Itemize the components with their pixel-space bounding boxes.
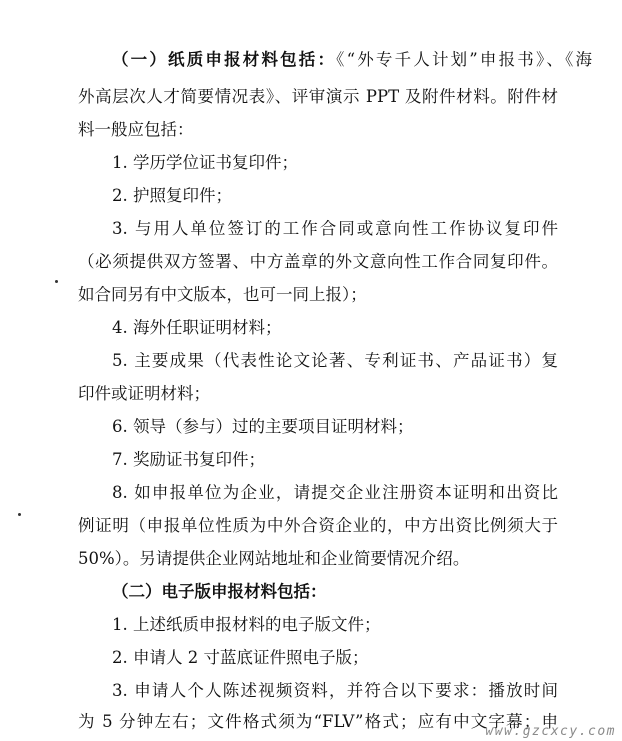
paper-item-5-line-1: 5. 主要成果（代表性论文论著、专利证书、产品证书）复 <box>112 351 558 370</box>
watermark-url: www.gzcxcy.com <box>485 724 616 739</box>
paper-item-2: 2. 护照复印件； <box>112 186 232 205</box>
paper-item-6: 6. 领导（参与）过的主要项目证明材料； <box>112 417 414 436</box>
section-1-line-1 <box>112 50 592 70</box>
paper-item-3-line-2: （必须提供双方签署、中方盖章的外文意向性工作合同复印件。 <box>78 252 558 271</box>
electronic-item-1: 1. 上述纸质申报材料的电子版文件； <box>112 615 381 634</box>
paper-item-3-line-3: 如合同另有中文版本，也可一同上报）； <box>78 285 367 304</box>
electronic-item-2: 2. 申请人 2 寸蓝底证件照电子版； <box>112 648 369 667</box>
paper-item-3-line-1: 3. 与用人单位签订的工作合同或意向性工作协议复印件 <box>112 219 558 238</box>
electronic-item-3-line-2: 为 5 分钟左右；文件格式须为“FLV”格式；应有中文字幕；申 <box>78 712 558 731</box>
section-1-line-2: 外高层次人才简要情况表》、评审演示 PPT 及附件材料。附件材 <box>78 87 558 106</box>
paper-item-8-line-3: 50%）。另请提供企业网站地址和企业简要情况介绍。 <box>78 549 470 568</box>
scan-speck <box>55 280 58 283</box>
section-1-line-1-text: 《“外专千人计划”申报书》、《海 <box>336 50 593 69</box>
section-1-line-3: 料一般应包括： <box>78 120 194 139</box>
paper-item-8-line-1: 8. 如申报单位为企业，请提交企业注册资本证明和出资比 <box>112 483 558 502</box>
paper-item-5-line-2: 印件或证明材料； <box>78 384 210 403</box>
paper-item-4: 4. 海外任职证明材料； <box>112 318 282 337</box>
paper-item-8-line-2: 例证明（申报单位性质为中外合资企业的，中方出资比例须大于 <box>78 516 558 535</box>
scan-speck <box>18 513 21 516</box>
section-1-heading: （一）纸质申报材料包括： <box>112 50 337 69</box>
paper-item-1: 1. 学历学位证书复印件； <box>112 153 298 172</box>
paper-item-7: 7. 奖励证书复印件； <box>112 450 265 469</box>
electronic-item-3-line-1: 3. 申请人个人陈述视频资料，并符合以下要求：播放时间 <box>112 681 558 700</box>
section-2-heading: （二）电子版申报材料包括： <box>112 582 327 601</box>
